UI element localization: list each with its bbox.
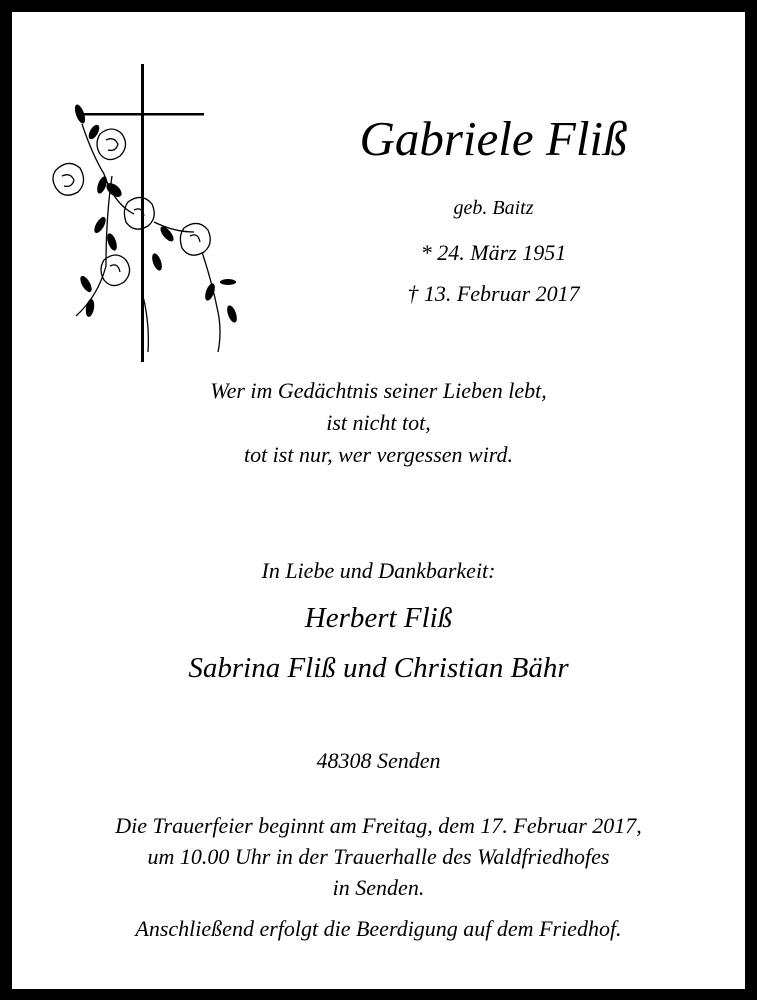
cross-with-roses-icon: [42, 52, 252, 372]
maiden-name: geb. Baitz: [453, 197, 534, 219]
mourner: Herbert Fliß: [304, 602, 453, 634]
quote-line: ist nicht tot,: [326, 410, 431, 435]
location: 48308 Senden: [316, 748, 441, 773]
burial-info: Anschließend erfolgt die Beerdigung auf dem Friedhof.: [135, 916, 622, 941]
service-line: in Senden.: [332, 875, 425, 900]
deceased-name: Gabriele Fliß: [359, 111, 628, 166]
service-line: Die Trauerfeier beginnt am Freitag, dem 17. Februar 2017,: [115, 813, 642, 838]
service-line: um 10.00 Uhr in der Trauerhalle des Waldfriedhofes: [147, 844, 610, 869]
mourner: Sabrina Fliß und Christian Bähr: [188, 652, 569, 684]
rose-decoration: [53, 124, 220, 352]
birth-date: * 24. März 1951: [420, 240, 567, 265]
death-date: † 13. Februar 2017: [407, 281, 580, 306]
dedication: In Liebe und Dankbarkeit:: [261, 558, 496, 583]
quote-line: Wer im Gedächtnis seiner Lieben lebt,: [210, 378, 547, 403]
quote-line: tot ist nur, wer vergessen wird.: [243, 442, 514, 467]
